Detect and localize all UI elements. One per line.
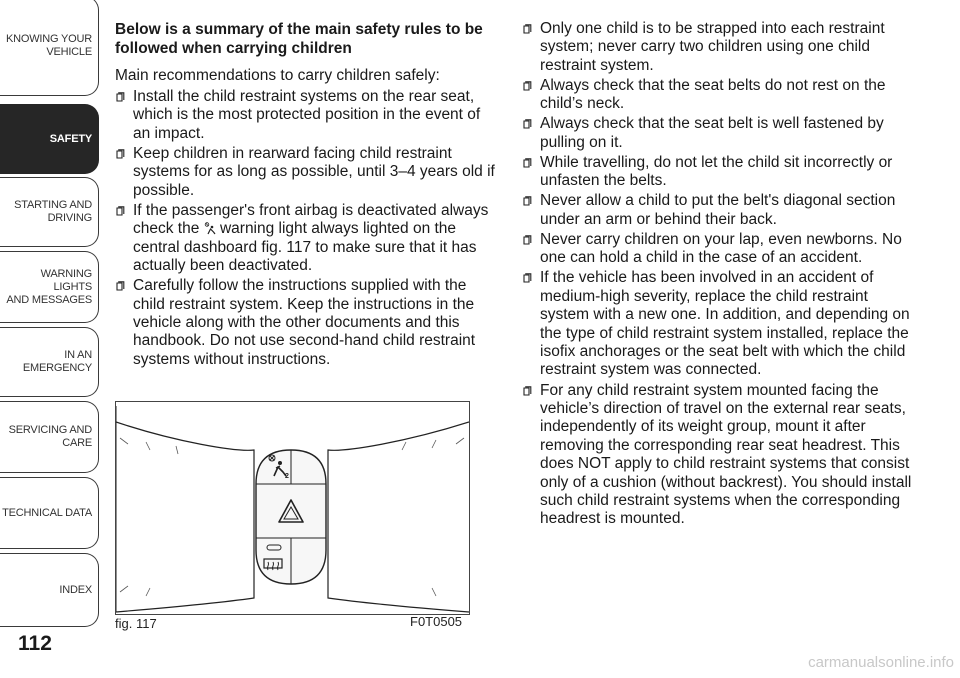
tab-starting-and-driving[interactable]: STARTING AND DRIVING: [0, 177, 99, 247]
list-item-text: If the passenger's front airbag is deactivated always check the: [133, 201, 489, 238]
list-item: [115, 145, 495, 200]
left-bullet-list: [115, 88, 495, 371]
tab-technical-data[interactable]: TECHNICAL DATA: [0, 477, 99, 549]
tab-in-an-emergency[interactable]: IN AN EMERGENCY: [0, 327, 99, 397]
list-item-text: Only one child is to be strapped into each restraint system; never carry two children using one child restraint system.: [540, 20, 885, 74]
tab-safety[interactable]: SAFETY: [0, 104, 99, 174]
list-item-text: Always check that the seat belts do not rest on the child’s neck.: [540, 76, 886, 113]
airbag-off-icon-wrapper: [204, 220, 216, 237]
airbag-off-icon: [204, 222, 216, 235]
list-item: [522, 192, 914, 229]
checkbox-bullet-icon: [116, 92, 125, 102]
watermark-text[interactable]: carmanualsonline.info: [808, 654, 954, 671]
list-item: [522, 269, 914, 379]
section-heading: Below is a summary of the main safety rules to be followed when carrying children: [115, 21, 483, 57]
chapter-sidebar: [0, 0, 100, 678]
list-item: [115, 202, 495, 276]
dashboard-illustration: [116, 402, 469, 614]
checkbox-bullet-icon: [523, 158, 532, 168]
center-control-panel: [256, 450, 326, 584]
list-item: [522, 231, 914, 268]
checkbox-bullet-icon: [523, 273, 532, 283]
tab-servicing-and-care[interactable]: SERVICING AND CARE: [0, 401, 99, 473]
list-item-text: warning light always lighted on the central dashboard fig. 117 to make sure that it has actually been deactivated.: [133, 220, 477, 275]
list-item-text: While travelling, do not let the child sit incorrectly or unfasten the belts.: [540, 153, 893, 190]
list-item-text: For any child restraint system mounted facing the vehicle’s direction of travel on the external rear seats, independently of its weight group, mount it after removing the corresponding rear seat headrest. This does NOT apply to child restraint systems that consist only of a cushion (without backrest). You should install such child restraint systems when the corresponding headrest is mounted.: [540, 381, 912, 528]
list-item: [115, 88, 495, 143]
list-item: [522, 382, 914, 529]
tab-index[interactable]: INDEX: [0, 553, 99, 627]
checkbox-bullet-icon: [523, 119, 532, 129]
list-item: [115, 277, 495, 369]
list-item: [522, 77, 914, 114]
list-item: [522, 154, 914, 191]
list-item-text: Carefully follow the instructions supplied with the child restraint system. Keep the instructions in the vehicle along with the other documents and this handbook. Do not use second-hand child restraint systems without instructions.: [133, 277, 476, 368]
checkbox-bullet-icon: [523, 24, 532, 34]
list-item: [522, 20, 914, 75]
list-item-text: Always check that the seat belt is well fastened by pulling on it.: [540, 115, 884, 151]
checkbox-bullet-icon: [523, 196, 532, 206]
checkbox-bullet-icon: [523, 235, 532, 245]
figure-caption: fig. 117: [115, 616, 157, 631]
list-item-text: Never allow a child to put the belt's diagonal section under an arm or behind their back.: [540, 192, 896, 228]
checkbox-bullet-icon: [523, 386, 532, 396]
dashboard-figure: [115, 401, 470, 615]
tab-warning-lights-and-messages[interactable]: WARNING LIGHTS AND MESSAGES: [0, 251, 99, 323]
figure-code: F0T0505: [410, 614, 463, 629]
airbag-badge: 2: [285, 473, 289, 480]
page-number: 112: [18, 632, 52, 655]
list-item-text: Keep children in rearward facing child restraint systems for as long as possible, until 3–4 years old if possible.: [133, 144, 495, 199]
checkbox-bullet-icon: [116, 206, 125, 216]
right-bullet-list: [522, 20, 914, 530]
list-item-text: Install the child restraint systems on the rear seat, which is the most protected position in the event of an impact.: [133, 88, 481, 142]
tab-knowing-your-vehicle[interactable]: KNOWING YOUR VEHICLE: [0, 0, 99, 96]
list-item: [522, 115, 914, 152]
list-item-text: Never carry children on your lap, even newborns. No one can hold a child in the case of an accident.: [540, 230, 902, 267]
list-item-text: If the vehicle has been involved in an accident of medium-high severity, replace the child restraint system with a new one. In addition, and depending on the type of child restraint system installed, replace the isofix anchorages or the seat belt with which the child restraint system was connected.: [540, 269, 910, 379]
intro-text: Main recommendations to carry children safely:: [115, 67, 440, 84]
checkbox-bullet-icon: [116, 149, 125, 159]
checkbox-bullet-icon: [116, 281, 125, 291]
checkbox-bullet-icon: [523, 81, 532, 91]
